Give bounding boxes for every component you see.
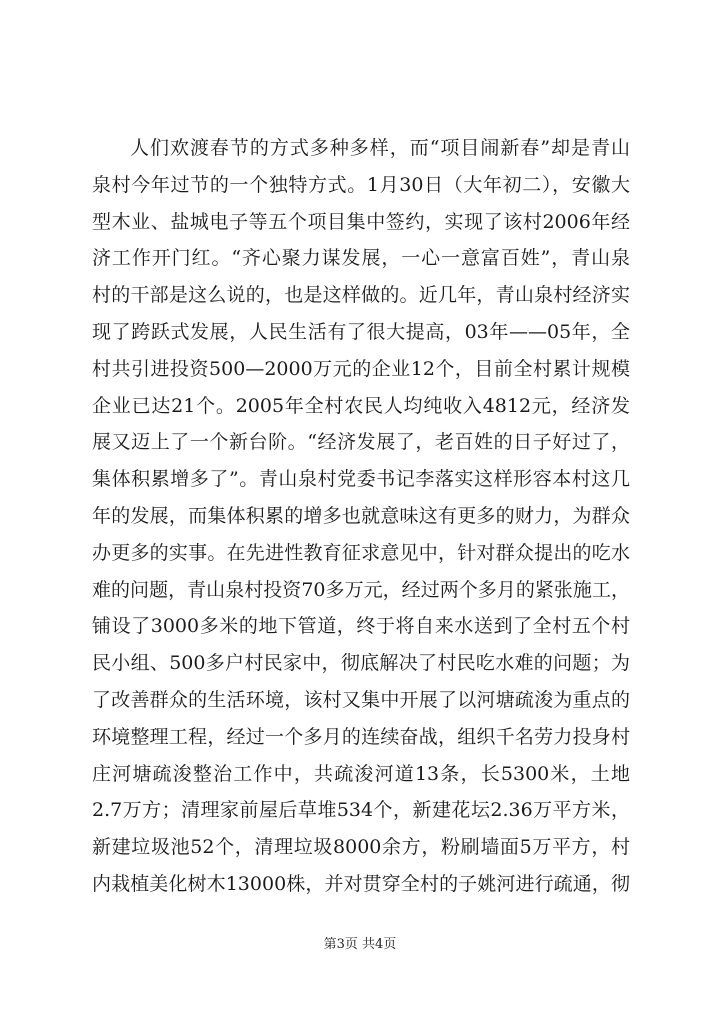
text-line: 办更多的实事。在先进性教育征求意见中，针对群众提出的吃水 xyxy=(92,541,630,564)
page-number-footer: 第3页 共4页 xyxy=(323,937,397,952)
text-line: 展又迈上了一个新台阶。“经济发展了，老百姓的日子好过了， xyxy=(92,431,630,454)
text-line: 泉村今年过节的一个独特方式。1月30日（大年初二），安徽大 xyxy=(92,173,630,196)
text-line: 环境整理工程，经过一个多月的连续奋战，组织千名劳力投身村 xyxy=(92,725,630,748)
text-line: 庄河塘疏浚整治工作中，共疏浚河道13条，长5300米，土地 xyxy=(92,762,630,785)
text-line: 民小组、500多户村民家中，彻底解决了村民吃水难的问题；为 xyxy=(92,652,630,675)
text-line: 铺设了3000多米的地下管道，终于将自来水送到了全村五个村 xyxy=(92,615,630,638)
text-line: 人们欢渡春节的方式多种多样，而“项目闹新春”却是青山 xyxy=(130,137,630,159)
body-paragraph xyxy=(92,130,630,903)
text-line: 年的发展，而集体积累的增多也就意味这有更多的财力，为群众 xyxy=(92,504,630,527)
text-line: 了改善群众的生活环境，该村又集中开展了以河塘疏浚为重点的 xyxy=(92,688,630,711)
text-line: 集体积累增多了”。青山泉村党委书记李落实这样形容本村这几 xyxy=(92,468,630,491)
text-line: 2.7万方；清理家前屋后草堆534个，新建花坛2.36万平方米， xyxy=(92,799,630,822)
text-line: 难的问题，青山泉村投资70多万元，经过两个多月的紧张施工， xyxy=(92,578,630,601)
text-line: 济工作开门红。“齐心聚力谋发展，一心一意富百姓”，青山泉 xyxy=(92,247,630,270)
text-line: 企业已达21个。2005年全村农民人均纯收入4812元，经济发 xyxy=(92,394,630,417)
text-line: 新建垃圾池52个，清理垃圾8000余方，粉刷墙面5万平方，村 xyxy=(92,836,630,859)
text-line: 现了跨跃式发展，人民生活有了很大提高，03年——05年，全 xyxy=(92,320,630,343)
text-line: 内栽植美化树木13000株，并对贯穿全村的子姚河进行疏通，彻 xyxy=(92,872,630,895)
text-line: 村的干部是这么说的，也是这样做的。近几年，青山泉村经济实 xyxy=(92,284,630,307)
text-line: 村共引进投资500—2000万元的企业12个，目前全村累计规模 xyxy=(92,357,630,380)
text-line: 型木业、盐城电子等五个项目集中签约，实现了该村2006年经 xyxy=(92,210,630,233)
